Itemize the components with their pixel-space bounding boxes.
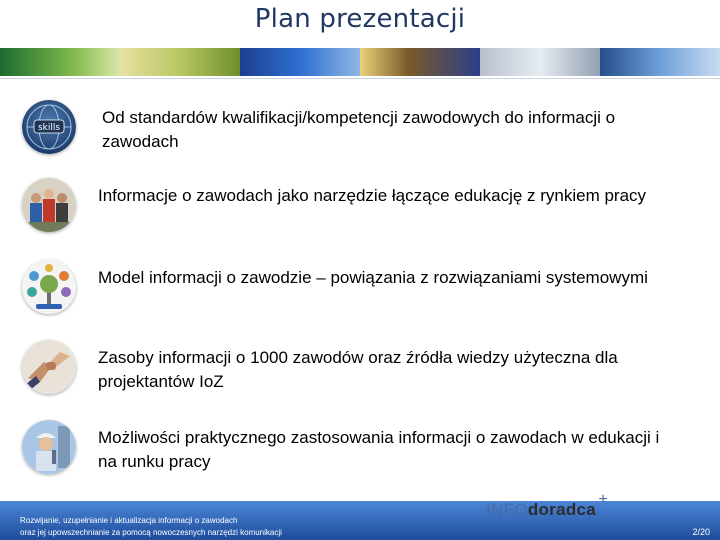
agenda-item	[22, 174, 702, 234]
banner-segment	[240, 48, 360, 76]
agenda-item	[22, 96, 702, 156]
agenda-item	[22, 256, 702, 316]
agenda-item	[22, 336, 702, 396]
header-banner	[0, 48, 720, 76]
agenda-item-text: Od standardów kwalifikacji/kompetencji zawodowych do informacji o zawodach	[102, 108, 616, 151]
infodoradca-logo	[486, 491, 609, 520]
logo-plus-icon: +	[598, 491, 609, 508]
agenda-item-text: Możliwości praktycznego zastosowania informacji o zawodach w edukacji i na runku pracy	[98, 428, 660, 471]
agenda-item-text: Model informacji o zawodzie – powiązania z rozwiązaniami systemowymi	[98, 268, 648, 287]
tree-network-icon	[22, 260, 76, 314]
footer-caption-line-1: Rozwijanie, uzupełnianie i aktualizacja informacji o zawodach	[20, 516, 238, 525]
skills-globe-icon	[22, 100, 76, 154]
logo-part-doradca: doradca	[527, 500, 597, 519]
page-number: 2/20	[692, 527, 710, 537]
skills-icon-label: skills	[37, 123, 61, 133]
banner-segment	[360, 48, 480, 76]
banner-divider	[0, 78, 720, 79]
handshake-icon	[22, 340, 76, 394]
footer-caption	[20, 515, 282, 539]
banner-segment	[600, 48, 720, 76]
slide-footer	[0, 491, 720, 540]
banner-segment	[120, 48, 240, 76]
banner-segment	[480, 48, 600, 76]
agenda-item	[22, 416, 702, 476]
banner-segment	[0, 48, 120, 76]
slide-title: Plan prezentacji	[254, 4, 466, 34]
workers-group-icon	[22, 178, 76, 232]
agenda-item-text: Informacje o zawodach jako narzędzie łączące edukację z rynkiem pracy	[98, 186, 647, 205]
logo-part-info: INFO	[486, 500, 528, 519]
footer-caption-line-2: oraz jej upowszechnianie za pomocą nowoczesnych narzędzi komunikacji	[20, 528, 282, 537]
agenda-item-text: Zasoby informacji o 1000 zawodów oraz źródła wiedzy użyteczna dla projektantów IoZ	[98, 348, 618, 391]
engineer-icon	[22, 420, 76, 474]
